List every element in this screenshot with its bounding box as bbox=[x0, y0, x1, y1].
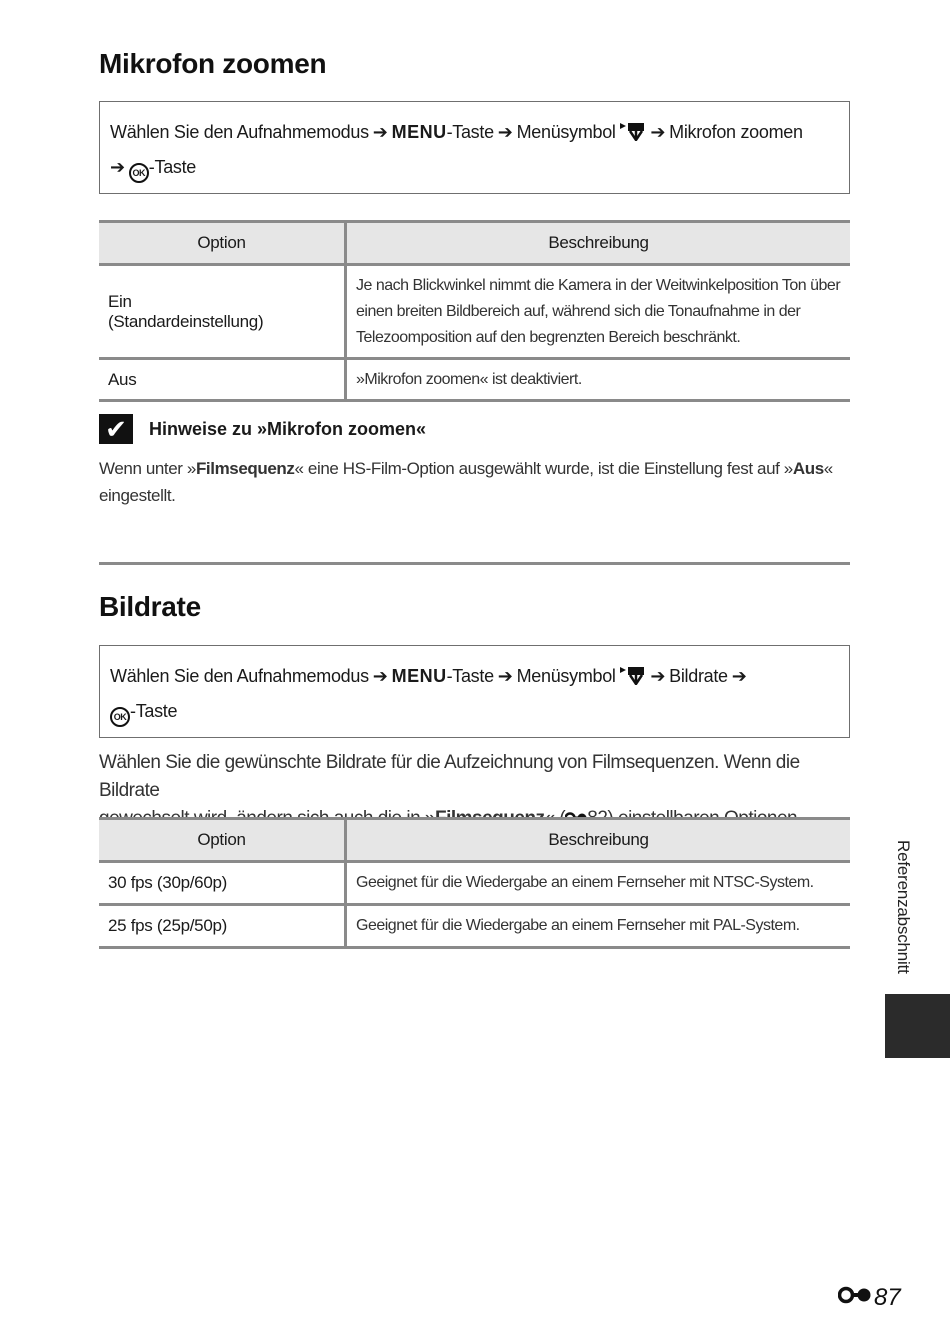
option-cell: Aus bbox=[99, 359, 346, 401]
movie-menu-icon bbox=[620, 119, 646, 151]
column-header-description: Beschreibung bbox=[346, 819, 851, 862]
note-title: Hinweise zu »Mikrofon zoomen« bbox=[149, 418, 427, 439]
nav-text: Menüsymbol bbox=[516, 666, 616, 686]
table-row bbox=[99, 359, 850, 401]
arrow-right-icon: ➔ bbox=[372, 666, 388, 686]
arrow-right-icon: ➔ bbox=[497, 122, 513, 142]
option-name: Ein bbox=[108, 291, 132, 311]
arrow-right-icon: ➔ bbox=[650, 666, 666, 686]
nav-text: Bildrate bbox=[669, 666, 728, 686]
table-row bbox=[99, 905, 850, 948]
checkmark-note-icon: ✔ bbox=[99, 414, 133, 444]
note-bold-term: Filmsequenz bbox=[195, 459, 295, 478]
menu-button-label: MENU bbox=[391, 122, 447, 142]
option-cell: 25 fps (25p/50p) bbox=[99, 905, 346, 948]
option-cell: 30 fps (30p/60p) bbox=[99, 862, 346, 905]
nav-text: -Taste bbox=[446, 666, 494, 686]
nav-text: -Taste bbox=[446, 122, 494, 142]
movie-menu-icon bbox=[620, 663, 646, 695]
option-default-note: (Standardeinstellung) bbox=[108, 311, 264, 331]
options-table-bildrate bbox=[99, 817, 850, 949]
column-header-description: Beschreibung bbox=[346, 222, 851, 265]
arrow-right-icon: ➔ bbox=[110, 157, 125, 177]
note-bold-term: Aus bbox=[792, 459, 824, 478]
section-divider bbox=[99, 562, 850, 565]
intro-text: Wählen Sie die gewünschte Bildrate für die Aufzeichnung von Filmsequenzen. Wenn die Bildrate bbox=[99, 752, 800, 801]
note-text: « eine HS-Film-Option ausgewählt wurde, ist die Einstellung fest auf » bbox=[294, 459, 793, 478]
nav-text: -Taste bbox=[130, 701, 178, 721]
nav-text: Mikrofon zoomen bbox=[669, 122, 803, 142]
table-row bbox=[99, 862, 850, 905]
nav-text: Wählen Sie den Aufnahmemodus bbox=[110, 122, 369, 142]
note-text: eingestellt. bbox=[99, 486, 176, 505]
options-table-mikrofon bbox=[99, 220, 850, 402]
description-cell: Geeignet für die Wiedergabe an einem Fernseher mit PAL-System. bbox=[346, 905, 851, 948]
nav-text: -Taste bbox=[148, 157, 197, 177]
page-number bbox=[838, 1284, 901, 1312]
note-body bbox=[99, 455, 859, 509]
arrow-right-icon: ➔ bbox=[372, 122, 388, 142]
section-title-mikrofon-zoomen: Mikrofon zoomen bbox=[99, 48, 327, 79]
description-cell: Geeignet für die Wiedergabe an einem Fernseher mit NTSC-System. bbox=[346, 862, 851, 905]
table-row bbox=[99, 265, 850, 359]
ok-button-icon: OK bbox=[129, 163, 149, 183]
note-heading bbox=[99, 414, 426, 444]
column-header-option: Option bbox=[99, 222, 346, 265]
description-cell: Je nach Blickwinkel nimmt die Kamera in der Weitwinkelposition Ton über einen breiten Bildbereich auf, während sich die Tonaufnahme in der Telezoomposition auf den begrenzten Bereich beschränkt. bbox=[346, 265, 851, 359]
option-cell bbox=[99, 265, 346, 359]
description-cell: »Mikrofon zoomen« ist deaktiviert. bbox=[346, 359, 851, 401]
side-section-tab bbox=[885, 994, 950, 1058]
ok-button-icon: OK bbox=[110, 707, 130, 727]
nav-text: Wählen Sie den Aufnahmemodus bbox=[110, 666, 369, 686]
page-number-value: 87 bbox=[874, 1284, 901, 1311]
menu-path-box bbox=[99, 645, 850, 738]
section-title-bildrate: Bildrate bbox=[99, 591, 201, 622]
menu-path-box bbox=[99, 101, 850, 194]
reference-section-icon bbox=[838, 1284, 874, 1312]
side-section-label: Referenzabschnitt bbox=[894, 840, 913, 974]
arrow-right-icon: ➔ bbox=[650, 122, 666, 142]
column-header-option: Option bbox=[99, 819, 346, 862]
nav-text: Menüsymbol bbox=[516, 122, 616, 142]
arrow-right-icon: ➔ bbox=[497, 666, 513, 686]
menu-button-label: MENU bbox=[391, 666, 447, 686]
note-text: « bbox=[823, 459, 833, 478]
arrow-right-icon: ➔ bbox=[731, 666, 747, 686]
note-text: Wenn unter » bbox=[99, 459, 196, 478]
